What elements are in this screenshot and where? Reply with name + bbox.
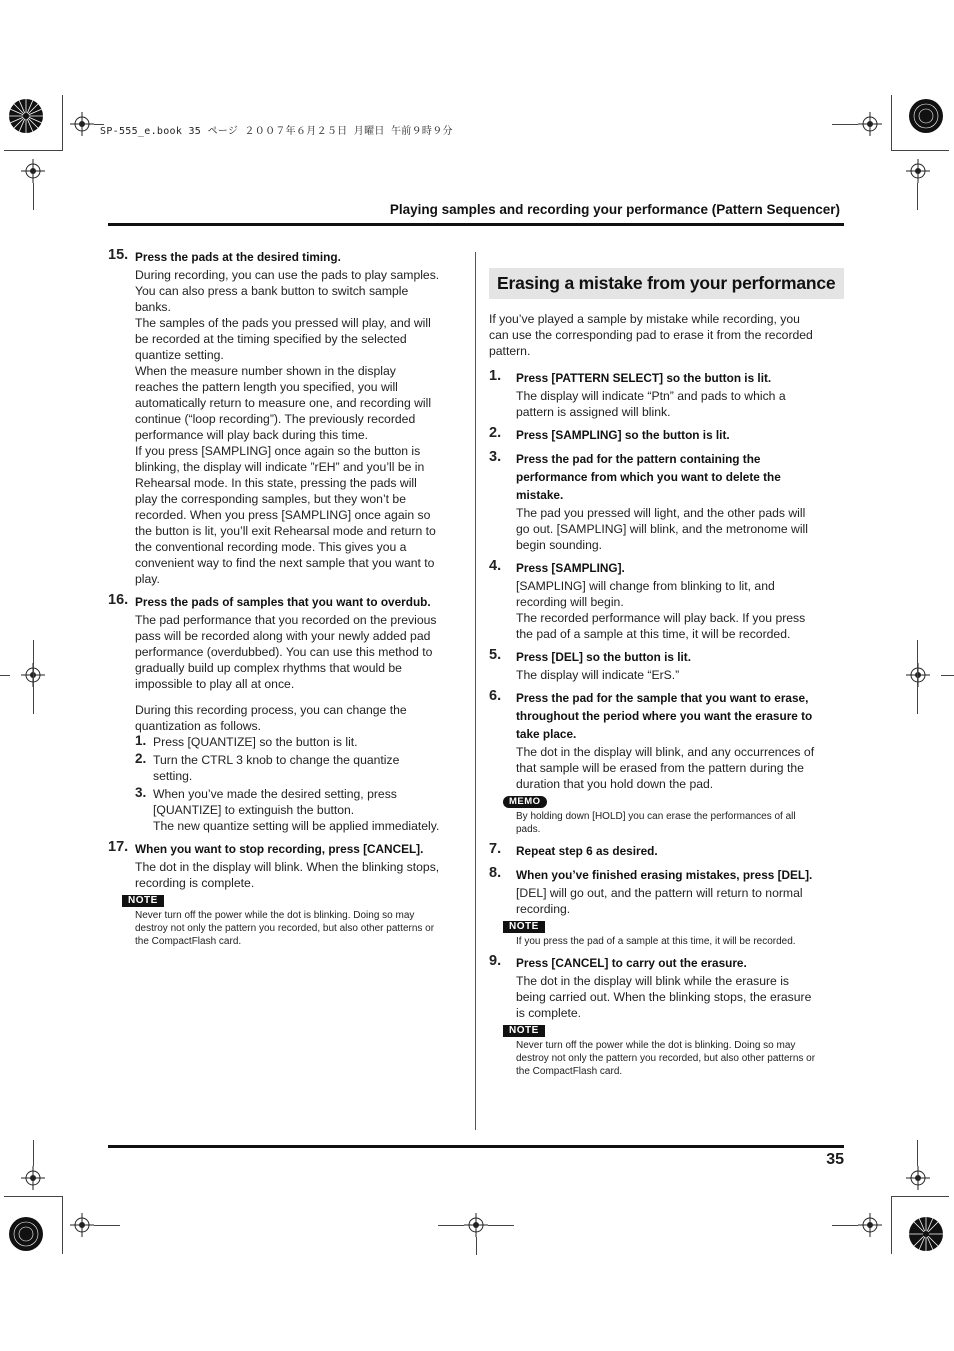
paragraph: The samples of the pads you pressed will play, and will be recorded at the timing specified by the selected quantize setting. [135,316,431,362]
crosshair-icon [21,1166,45,1190]
step-number: 4. [489,558,502,574]
step-heading: Press [CANCEL] to carry out the erasure. [516,956,747,970]
step-heading: Press [DEL] so the button is lit. [516,650,692,664]
substep [135,786,440,834]
crosshair-icon [906,663,930,687]
registration-sunburst-icon [908,98,944,134]
step-heading: When you’ve finished erasing mistakes, press [DEL]. [516,868,813,882]
erase-step-7 [489,842,820,860]
erase-step-6 [489,689,820,836]
erase-step-5 [489,648,820,683]
paragraph: The pad you pressed will light, and the other pads will go out. [SAMPLING] will blink, and the metronome will begin sounding. [516,506,808,552]
erase-step-4 [489,559,820,642]
substep [135,752,440,784]
step-number: 5. [489,647,502,663]
paragraph: The dot in the display will blink. When the blinking stops, recording is complete. [135,860,440,890]
erase-step-1 [489,369,820,420]
note-text: If you press the pad of a sample at this time, it will be recorded. [516,936,796,947]
step-heading: Press the pads at the desired timing. [135,250,341,264]
paragraph: [SAMPLING] will change from blinking to lit, and recording will begin. [516,579,775,609]
step-heading: Press [SAMPLING] so the button is lit. [516,428,730,442]
substep-text: When you’ve made the desired setting, press [QUANTIZE] to extinguish the button. [153,787,397,817]
step-number: 8. [489,865,502,881]
crosshair-icon [858,1213,882,1237]
footer-rule [108,1145,844,1148]
step-number: 16. [108,592,129,608]
page-number: 35 [826,1151,844,1168]
erase-step-3 [489,450,820,553]
crosshair-icon [464,1213,488,1237]
intro-paragraph: If you’ve played a sample by mistake while recording, you can use the corresponding pad to erase it from the recorded pattern. [489,312,813,358]
step-heading: Press [PATTERN SELECT] so the button is lit. [516,371,772,385]
note-badge: NOTE [503,1025,545,1037]
erase-step-8 [489,866,820,948]
step-heading: Press [SAMPLING]. [516,561,625,575]
section-title: Erasing a mistake from your performance [489,268,844,299]
step-number: 7. [489,841,502,857]
step-heading: Repeat step 6 as desired. [516,844,658,858]
paragraph: The dot in the display will blink, and any occurrences of that sample will be erased from the pattern during the duration that you hold down the pad. [516,745,815,791]
erase-step-9 [489,954,820,1078]
paragraph: The display will indicate “Ptn” and pads to which a pattern is assigned will blink. [516,389,786,419]
substep-number: 1. [135,733,147,748]
left-column [108,248,440,954]
substep-extra: The new quantize setting will be applied immediately. [153,819,440,833]
note-text: Never turn off the power while the dot is blinking. Doing so may destroy not only the pattern you recorded, but also other patterns or the CompactFlash card. [135,910,435,947]
step-heading: Press the pad for the sample that you want to erase, throughout the period where you want the erasure to take place. [516,691,813,741]
crosshair-icon [21,159,45,183]
step-number: 1. [489,368,502,384]
step-15 [108,248,440,587]
substep-text: Turn the CTRL 3 knob to change the quantize setting. [153,753,400,783]
paragraph: If you press [SAMPLING] once again so the button is blinking, the display will indicate ”rEH” and you’ll be in Rehearsal mode. In this state, pressing the pads will play the corresponding samples, but they won’t be recorded. When you press [SAMPLING] once again so the button is lit, you’ll exit Rehearsal mode and return to the conventional recording mode. This gives you a convenient way to find the next sample that you want to play. [135,444,436,586]
step-16 [108,593,440,834]
crosshair-icon [858,112,882,136]
paragraph: The pad performance that you recorded on the previous pass will be recorded along with your newly added pad performance (overdubbed). You can use this method to gradually build up complex rhythms that would be impossible to play all at once. [135,613,437,691]
substep-number: 2. [135,751,147,766]
crosshair-icon [70,112,94,136]
memo-badge: MEMO [503,796,547,808]
crosshair-icon [906,1166,930,1190]
right-column [489,268,836,1084]
step-number: 17. [108,839,129,855]
paragraph: When the measure number shown in the display reaches the pattern length you specified, you will automatically return to measure one, and recording will continue (“loop recording”). The previously recorded performance will play back during this time. [135,364,432,442]
step-17 [108,840,440,948]
print-info: SP-555_e.book 35 ページ ２００７年６月２５日 月曜日 午前９時９分 [100,126,453,137]
column-divider [475,252,476,1130]
paragraph: The recorded performance will play back. If you press the pad of a sample at this time, it will be recorded. [516,611,806,641]
paragraph: During recording, you can use the pads to play samples. You can also press a bank button to switch sample banks. [135,268,440,314]
registration-sunburst-icon [908,1216,944,1252]
paragraph: [DEL] will go out, and the pattern will return to normal recording. [516,886,803,916]
registration-sunburst-icon [8,98,44,134]
step-heading: Press the pads of samples that you want to overdub. [135,595,431,609]
erase-step-2 [489,426,820,444]
step-number: 3. [489,449,502,465]
step-number: 9. [489,953,502,969]
registration-sunburst-icon [8,1216,44,1252]
paragraph: The display will indicate “ErS.” [516,668,680,682]
substep [135,734,440,750]
note-badge: NOTE [503,921,545,933]
paragraph: The dot in the display will blink while the erasure is being carried out. When the blinking stops, the erasure is complete. [516,974,812,1020]
step-heading: Press the pad for the pattern containing the performance from which you want to delete the mistake. [516,452,781,502]
step-number: 15. [108,247,129,263]
crosshair-icon [906,159,930,183]
running-head: Playing samples and recording your performance (Pattern Sequencer) [389,202,840,217]
memo-text: By holding down [HOLD] you can erase the performances of all pads. [516,811,796,835]
step-heading: When you want to stop recording, press [CANCEL]. [135,842,424,856]
note-text: Never turn off the power while the dot is blinking. Doing so may destroy not only the pattern you recorded, but also other patterns or the CompactFlash card. [516,1040,816,1077]
step-number: 6. [489,688,502,704]
paragraph: During this recording process, you can change the quantization as follows. [135,703,407,733]
substep-text: Press [QUANTIZE] so the button is lit. [153,735,358,749]
note-badge: NOTE [122,895,164,907]
header-rule [108,223,844,226]
substep-number: 3. [135,785,147,800]
step-number: 2. [489,425,502,441]
crosshair-icon [70,1213,94,1237]
